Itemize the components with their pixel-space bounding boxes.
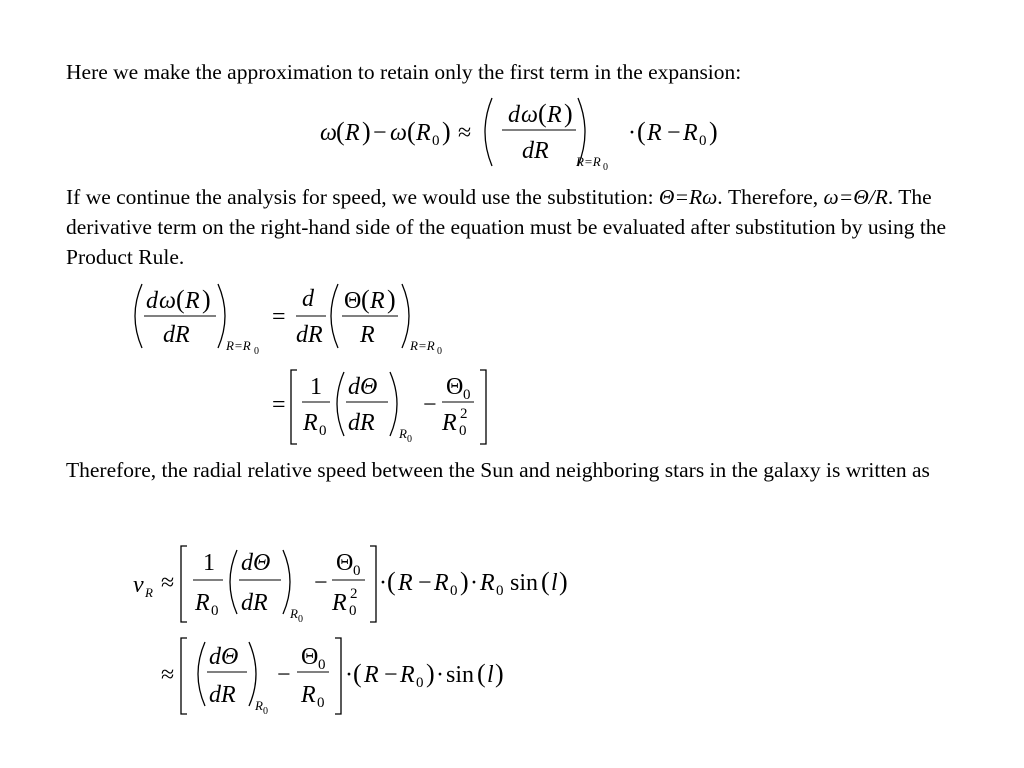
svg-text:(: ( (477, 659, 486, 688)
svg-text:sin: sin (510, 570, 539, 596)
svg-text:l: l (551, 570, 558, 596)
svg-text:0: 0 (459, 423, 467, 439)
equation-product-rule (120, 278, 520, 453)
svg-text:0: 0 (349, 603, 357, 619)
svg-text:R: R (370, 288, 385, 314)
p2-mid: . Therefore, (717, 185, 824, 209)
svg-text:R=R: R=R (226, 338, 251, 353)
svg-text:): ) (460, 567, 469, 596)
svg-text:R: R (332, 590, 347, 616)
svg-text:0: 0 (450, 583, 458, 599)
svg-text:ω: ω (521, 102, 538, 128)
svg-text:R: R (647, 120, 662, 146)
svg-text:): ) (387, 285, 396, 314)
svg-text:R: R (434, 570, 449, 596)
svg-text:): ) (709, 117, 718, 146)
svg-text:R: R (683, 120, 698, 146)
svg-text:0: 0 (432, 133, 440, 149)
svg-text:R=R: R=R (410, 338, 435, 353)
p2-start: If we continue the analysis for speed, we would use the substitution: (66, 185, 659, 209)
svg-text:R: R (301, 682, 316, 708)
svg-text:R: R (345, 120, 360, 146)
svg-text:·: · (345, 662, 353, 688)
svg-text:dΘ: dΘ (209, 644, 239, 670)
svg-text:0: 0 (463, 387, 471, 403)
svg-text:−: − (384, 662, 398, 688)
svg-text:R: R (360, 322, 375, 348)
svg-text:Θ: Θ (446, 374, 464, 400)
svg-text:0: 0 (699, 133, 707, 149)
svg-text:R: R (398, 570, 413, 596)
svg-text:0: 0 (353, 563, 361, 579)
svg-text:R: R (303, 410, 318, 436)
svg-text:ω: ω (159, 288, 176, 314)
svg-text:1: 1 (310, 374, 322, 400)
svg-text:≈: ≈ (161, 570, 175, 596)
substitution-paragraph (66, 182, 976, 272)
svg-text:dR: dR (296, 322, 323, 348)
svg-text:−: − (423, 392, 437, 418)
svg-text:): ) (442, 117, 451, 146)
svg-text:≈: ≈ (458, 120, 472, 146)
svg-text:·: · (379, 570, 387, 596)
svg-text:−: − (418, 570, 432, 596)
svg-text:0: 0 (319, 423, 327, 439)
svg-text:0: 0 (211, 603, 219, 619)
substitution-theta: Θ=Rω (658, 185, 718, 209)
svg-text:=: = (272, 304, 286, 330)
svg-text:0: 0 (407, 434, 412, 445)
svg-text:R: R (442, 410, 457, 436)
svg-text:0: 0 (416, 675, 424, 691)
svg-text:): ) (202, 285, 211, 314)
conclusion-text: Therefore, the radial relative speed between the Sun and neighboring stars in the galaxy is written as (66, 458, 930, 482)
svg-text:): ) (426, 659, 435, 688)
svg-text:R: R (255, 698, 263, 713)
svg-text:0: 0 (298, 614, 303, 625)
svg-text:dΘ: dΘ (348, 374, 378, 400)
svg-text:R: R (364, 662, 379, 688)
svg-text:R: R (195, 590, 210, 616)
svg-text:l: l (487, 662, 494, 688)
svg-text:R: R (547, 102, 562, 128)
svg-text:R: R (185, 288, 200, 314)
svg-text:Θ: Θ (336, 550, 354, 576)
svg-text:Θ: Θ (301, 644, 319, 670)
svg-text:−: − (314, 570, 328, 596)
svg-text:(: ( (541, 567, 550, 596)
svg-text:0: 0 (437, 346, 442, 357)
svg-text:Θ: Θ (344, 288, 362, 314)
svg-text:0: 0 (254, 346, 259, 357)
svg-text:·: · (628, 120, 636, 146)
svg-text:2: 2 (350, 586, 358, 602)
svg-text:(: ( (538, 99, 547, 128)
conclusion-paragraph (66, 455, 976, 485)
svg-text:R=R: R=R (576, 154, 601, 169)
svg-text:(: ( (387, 567, 396, 596)
svg-text:0: 0 (318, 657, 326, 673)
svg-text:1: 1 (203, 550, 215, 576)
p2-end: . The derivative term on the right-hand side of the equation must be evaluated after substitution by using the Product Rule. (66, 185, 947, 269)
svg-text:): ) (362, 117, 371, 146)
svg-text:dR: dR (522, 138, 549, 164)
equation-first-order-approximation (310, 94, 730, 174)
svg-text:(: ( (407, 117, 416, 146)
equation-radial-velocity (125, 538, 585, 718)
svg-text:dR: dR (163, 322, 190, 348)
svg-text:dR: dR (348, 410, 375, 436)
svg-text:): ) (559, 567, 568, 596)
svg-text:dR: dR (209, 682, 236, 708)
svg-text:R: R (290, 606, 298, 621)
svg-text:R: R (400, 662, 415, 688)
svg-text:): ) (495, 659, 504, 688)
svg-text:·: · (436, 662, 444, 688)
left-paren-large (485, 98, 492, 166)
svg-text:·: · (470, 570, 478, 596)
svg-text:0: 0 (603, 162, 608, 173)
svg-text:0: 0 (317, 695, 325, 711)
svg-text:(: ( (353, 659, 362, 688)
svg-text:=: = (272, 392, 286, 418)
svg-text:−: − (277, 662, 291, 688)
svg-text:dR: dR (241, 590, 268, 616)
svg-text:dΘ: dΘ (241, 550, 271, 576)
svg-text:2: 2 (460, 406, 468, 422)
svg-text:(: ( (361, 285, 370, 314)
svg-text:sin: sin (446, 662, 475, 688)
svg-text:): ) (564, 99, 573, 128)
svg-text:ω: ω (390, 120, 407, 146)
svg-text:ω: ω (320, 120, 337, 146)
svg-text:R: R (399, 426, 407, 441)
paren: ( (336, 117, 345, 146)
svg-text:d: d (508, 102, 520, 128)
svg-text:0: 0 (496, 583, 504, 599)
svg-text:d: d (146, 288, 158, 314)
svg-text:(: ( (176, 285, 185, 314)
svg-text:d: d (302, 286, 314, 312)
intro-paragraph (66, 57, 976, 87)
substitution-omega: ω=Θ/R (823, 185, 888, 209)
svg-text:(: ( (637, 117, 646, 146)
svg-text:−: − (667, 120, 681, 146)
svg-text:R: R (480, 570, 495, 596)
svg-text:0: 0 (263, 706, 268, 717)
svg-text:R: R (416, 120, 431, 146)
svg-text:v: v (133, 572, 144, 598)
svg-text:R: R (145, 585, 153, 600)
svg-text:≈: ≈ (161, 662, 175, 688)
svg-text:−: − (373, 120, 387, 146)
intro-text: Here we make the approximation to retain only the first term in the expansion: (66, 60, 742, 84)
